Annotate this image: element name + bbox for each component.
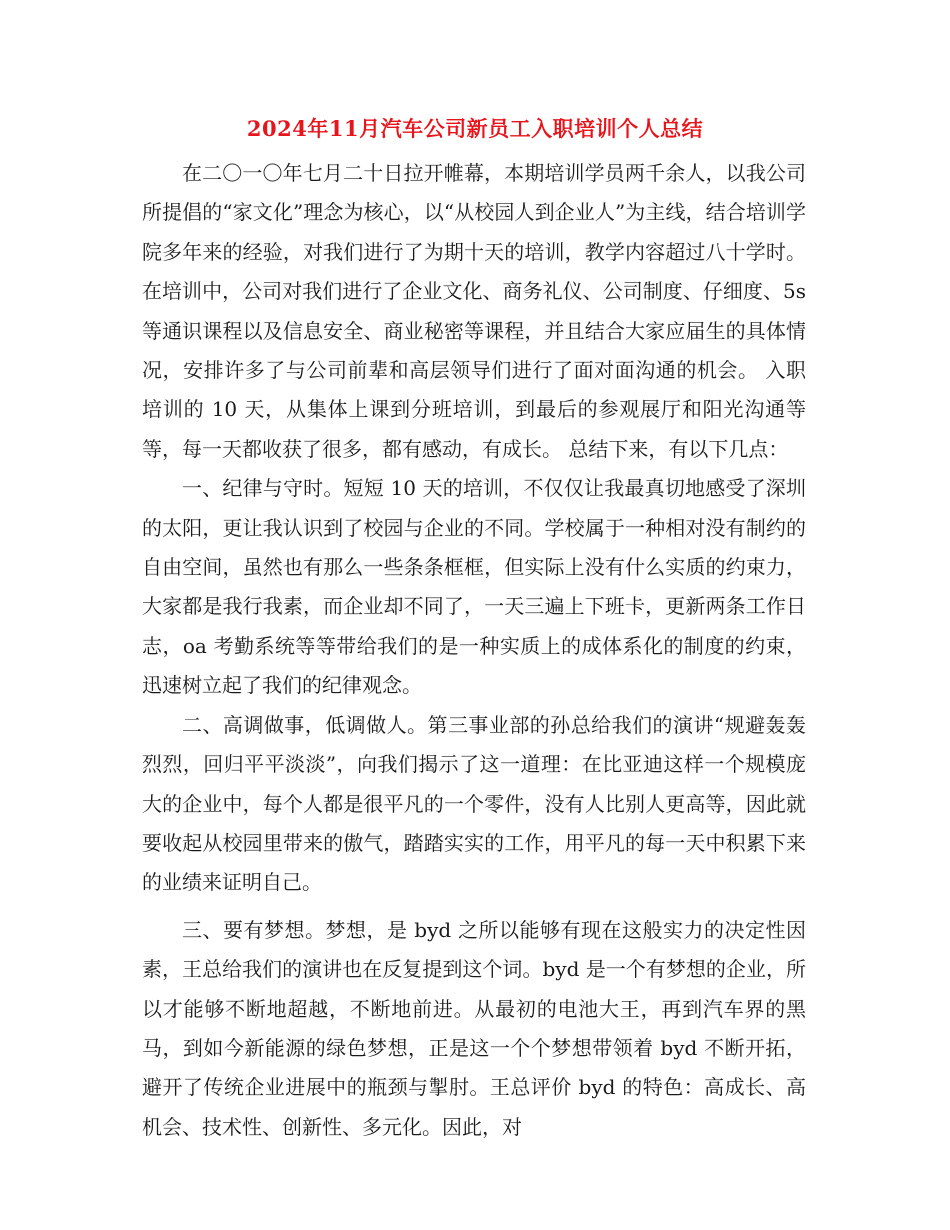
document-title: 2024年11月汽车公司新员工入职培训个人总结: [246, 116, 704, 141]
document-body: [142, 154, 806, 1147]
paragraph-low-profile: 二、高调做事，低调做人。第三事业部的孙总给我们的演讲“规避轰轰烈烈，回归平平淡淡”，向我们揭示了这一道理：在比亚迪这样一个规模庞大的企业中，每个人都是很平凡的一个零件，没有人比别人更高等，因此就要收起从校园里带来的傲气，踏踏实实的工作，用平凡的每一天中积累下来的业绩来证明自己。: [142, 712, 806, 895]
paragraph-discipline: 一、纪律与守时。短短 10 天的培训，不仅仅让我最真切地感受了深圳的太阳，更让我认识到了校园与企业的不同。学校属于一种相对没有制约的自由空间，虽然也有那么一些条条框框，但实际上没有什么实质的约束力，大家都是我行我素，而企业却不同了，一天三遍上下班卡，更新两条工作日志，oa 考勤系统等等带给我们的是一种实质上的成体系化的制度的约束，迅速树立起了我们的纪律观念。: [142, 476, 806, 698]
paragraph-dream: 三、要有梦想。梦想，是 byd 之所以能够有现在这般实力的决定性因素，王总给我们的演讲也在反复提到这个词。byd 是一个有梦想的企业，所以才能够不断地超越，不断地前进。从最初的电池大王，再到汽车界的黑马，到如今新能源的绿色梦想，正是这一个个梦想带领着 byd 不断开拓，避开了传统企业进展中的瓶颈与掣肘。王总评价 byd 的特色：高成长、高机会、技术性、创新性、多元化。因此，对: [142, 917, 806, 1139]
paragraph-intro: 在二〇一〇年七月二十日拉开帷幕，本期培训学员两千余人，以我公司所提倡的“家文化”理念为核心，以“从校园人到企业人”为主线，结合培训学院多年来的经验，对我们进行了为期十天的培训，教学内容超过八十学时。在培训中，公司对我们进行了企业文化、商务礼仪、公司制度、仔细度、5s 等通识课程以及信息安全、商业秘密等课程，并且结合大家应届生的具体情况，安排许多了与公司前辈和高层领导们进行了面对面沟通的机会。 入职培训的 10 天，从集体上课到分班培训，到最后的参观展厅和阳光沟通等等，每一天都收获了很多，都有感动，有成长。 总结下来，有以下几点：: [142, 161, 806, 461]
